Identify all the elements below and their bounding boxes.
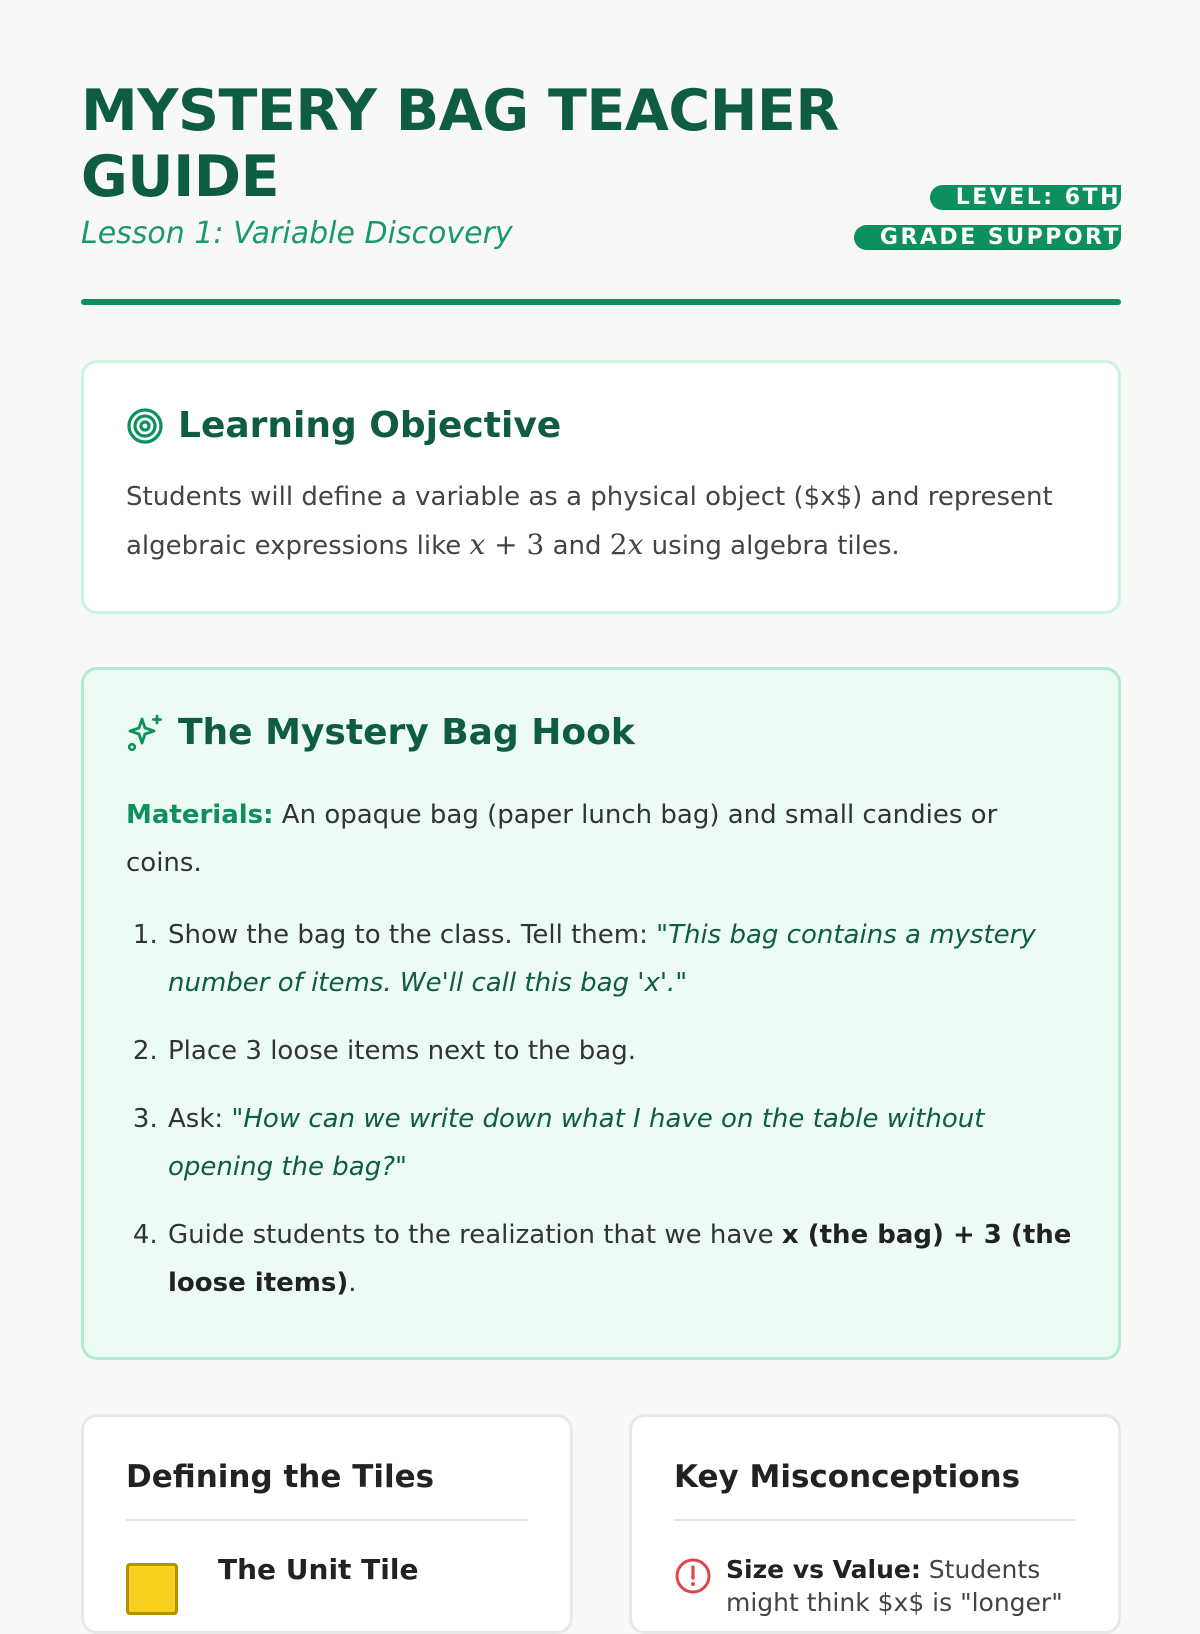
objective-text-part: using algebra tiles.	[643, 531, 900, 561]
alert-circle-icon	[674, 1557, 712, 1599]
unit-tile-name: The Unit Tile	[218, 1553, 419, 1586]
misconception-label: Size vs Value:	[726, 1555, 921, 1584]
unit-tile-swatch	[126, 1563, 178, 1615]
defining-tiles-heading: Defining the Tiles	[126, 1459, 528, 1521]
mystery-bag-hook-card	[81, 667, 1121, 1360]
page-title: MYSTERY BAG TEACHER GUIDE	[81, 78, 839, 210]
hook-heading	[126, 712, 1076, 753]
header-divider	[81, 299, 1121, 305]
level-badge-label: LEVEL: 6TH GRADE SUPPORT	[854, 185, 1121, 250]
misconception-text	[674, 1553, 1076, 1619]
objective-text-part: and	[544, 531, 610, 561]
objective-text-part: Students will define a variable as a physical object ($x$) and represent algebraic expressions like	[126, 482, 1053, 561]
materials-line	[126, 791, 1076, 887]
list-item	[166, 1211, 1076, 1307]
level-badge	[841, 178, 1121, 258]
learning-objective-title: Learning Objective	[178, 405, 562, 446]
target-icon	[126, 407, 164, 445]
learning-objective-heading	[126, 405, 1076, 446]
key-misconceptions-card	[629, 1414, 1121, 1634]
step-text: Place 3 loose items next to the bag.	[168, 1036, 636, 1066]
page-header	[81, 0, 1121, 308]
lesson-subtitle: Lesson 1: Variable Discovery	[81, 216, 513, 251]
list-item	[166, 1027, 1076, 1075]
math-variable: x	[469, 528, 486, 561]
step-quote: "How can we write down what I have on the table without opening the bag?"	[168, 1104, 985, 1182]
list-item	[166, 911, 1076, 1007]
sparkles-icon	[126, 714, 164, 752]
step-quote: "This bag contains a mystery number of items. We'll call this bag 'x'."	[168, 920, 1036, 998]
misconception-body: Students might think $x$ is "longer"	[726, 1555, 1063, 1617]
learning-objective-text	[126, 474, 1076, 570]
math-coefficient: 2	[609, 528, 628, 561]
misconception-item	[674, 1553, 1076, 1619]
step-tail: .	[348, 1268, 357, 1298]
step-text: Show the bag to the class. Tell them:	[168, 920, 657, 950]
learning-objective-card	[81, 360, 1121, 614]
materials-text: An opaque bag (paper lunch bag) and small candies or coins.	[126, 800, 998, 878]
step-text: Guide students to the realization that we have	[168, 1220, 782, 1250]
math-term: + 3	[485, 528, 545, 561]
hook-title: The Mystery Bag Hook	[178, 712, 635, 753]
unit-tile-row	[126, 1553, 528, 1633]
teacher-guide-page	[81, 0, 1121, 1617]
list-item	[166, 1095, 1076, 1191]
step-text: Ask:	[168, 1104, 232, 1134]
hook-steps-list	[126, 911, 1076, 1307]
step-emphasis: x (the bag) + 3 (the loose items)	[168, 1220, 1072, 1298]
math-variable: x	[627, 528, 644, 561]
key-misconceptions-heading: Key Misconceptions	[674, 1459, 1076, 1521]
defining-tiles-card	[81, 1414, 573, 1634]
materials-label: Materials:	[126, 800, 274, 830]
